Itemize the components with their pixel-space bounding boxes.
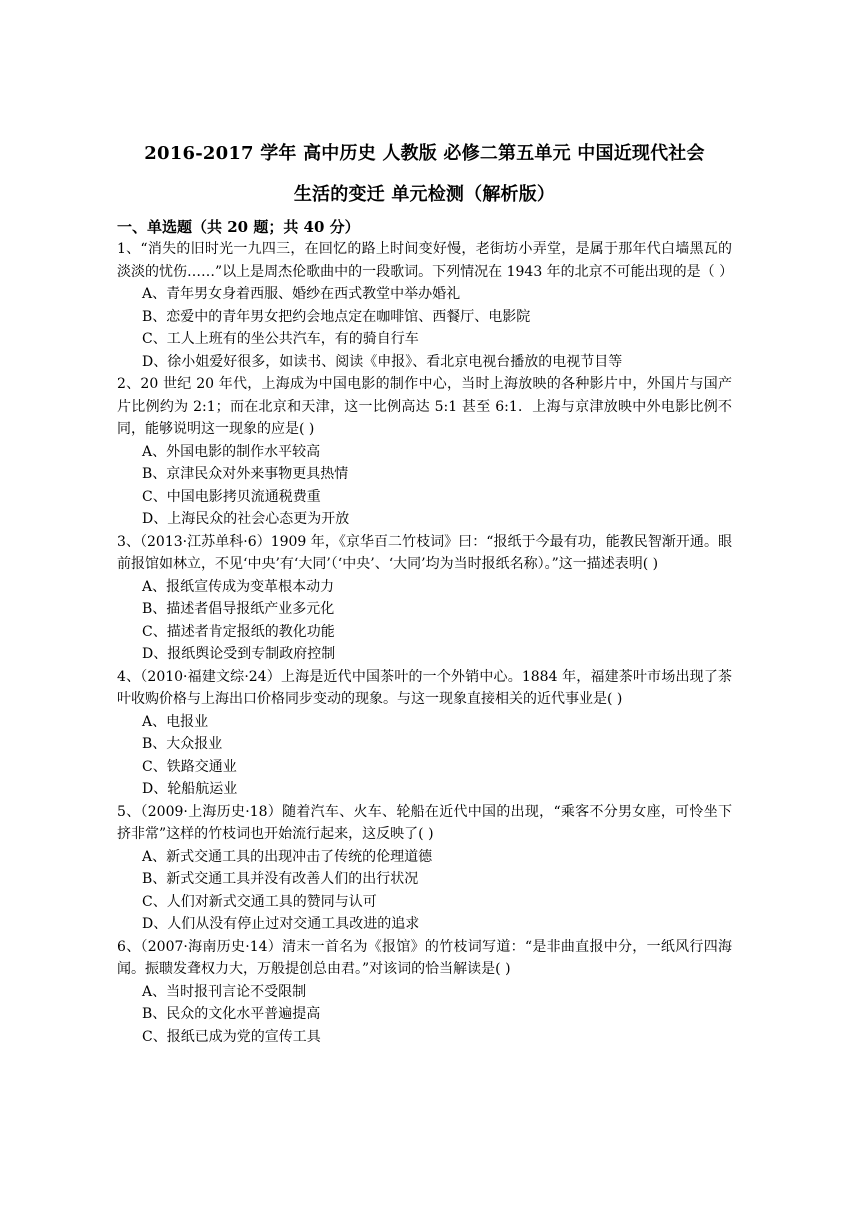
- option-d: D、上海民众的社会心态更为开放: [142, 511, 350, 527]
- option-a: A、当时报刊言论不受限制: [142, 983, 307, 1000]
- option-d: D、报纸舆论受到专制政府控制: [142, 646, 336, 662]
- question-3: [117, 531, 732, 666]
- option-d: D、人们从没有停止过对交通工具改进的追求: [142, 916, 420, 932]
- option-b: B、民众的文化水平普遍提高: [142, 1006, 321, 1022]
- option-a: A、电报业: [142, 713, 209, 730]
- option-c: C、中国电影拷贝流通税费重: [142, 488, 321, 505]
- question-5: [117, 801, 732, 936]
- option-d: D、轮船航运业: [142, 781, 238, 797]
- option-c: C、工人上班有的坐公共汽车，有的骑自行车: [142, 331, 419, 347]
- question-stem: 2、20 世纪 20 年代，上海成为中国电影的制作中心，当时上海放映的各种影片中，外国片与国产片比例约为 2:1；而在北京和天津，这一比例高达 5:1 甚至 6:1．上海与京津放映中外电影比例不同，能够说明这一现象的应是( ): [117, 376, 732, 437]
- option-c: C、铁路交通业: [142, 758, 237, 775]
- option-b: B、新式交通工具并没有改善人们的出行状况: [142, 871, 419, 887]
- option-b: B、恋爱中的青年男女把约会地点定在咖啡馆、西餐厅、电影院: [142, 308, 531, 325]
- question-stem: 4、（2010·福建文综·24）上海是近代中国茶叶的一个外销中心。1884 年，福建茶叶市场出现了茶叶收购价格与上海出口价格同步变动的现象。与这一现象直接相关的近代事业是( ): [117, 668, 732, 707]
- question-1: [117, 238, 732, 373]
- question-stem: 1、“消失的旧时光一九四三，在回忆的路上时间变好慢，老街坊小弄堂，是属于那年代白墙黑瓦的淡淡的忧伤……”以上是周杰伦歌曲中的一段歌词。下列情况在 1943 年的北京不可能出现的是（ ）: [117, 241, 734, 280]
- option-c: C、描述者肯定报纸的教化功能: [142, 623, 335, 640]
- option-d: D、徐小姐爱好很多，如读书、阅读《申报》、看北京电视台播放的电视节目等: [142, 353, 623, 370]
- question-4: [117, 666, 732, 801]
- option-a: A、外国电影的制作水平较高: [142, 443, 321, 460]
- question-stem: 6、（2007·海南历史·14）清末一首名为《报馆》的竹枝词写道：“是非曲直报中分，一纸风行四海闻。振聩发聋权力大，万般提创总由君。”对该词的恰当解读是( ): [117, 938, 732, 977]
- question-stem: 3、（2013·江苏单科·6）1909 年，《京华百二竹枝词》曰：“报纸于今最有功，能教民智渐开通。眼前报馆如林立，不见‘中央’有‘大同’（‘中央’、‘大同’均为当时报纸名称）。”这一描述表明( ): [117, 533, 732, 572]
- question-2: [117, 373, 732, 531]
- document-title-line-2: 生活的变迁 单元检测（解析版）: [293, 184, 556, 205]
- option-a: A、报纸宣传成为变革根本动力: [142, 578, 335, 595]
- option-a: A、新式交通工具的出现冲击了传统的伦理道德: [142, 848, 433, 865]
- question-stem: 5、（2009·上海历史·18）随着汽车、火车、轮船在近代中国的出现，“乘客不分男女座，可怜坐下挤非常”这样的竹枝词也开始流行起来，这反映了( ): [117, 803, 732, 842]
- option-c: C、人们对新式交通工具的赞同与认可: [142, 893, 377, 910]
- question-list: [117, 238, 732, 1048]
- document-title-line-1: 2016-2017 学年 高中历史 人教版 必修二第五单元 中国近现代社会: [144, 143, 705, 164]
- option-b: B、大众报业: [142, 736, 223, 752]
- question-6: [117, 936, 732, 1049]
- option-a: A、青年男女身着西服、婚纱在西式教堂中举办婚礼: [142, 286, 461, 302]
- section-heading: 一、单选题（共 20 题；共 40 分）: [117, 218, 360, 236]
- option-b: B、描述者倡导报纸产业多元化: [142, 601, 335, 617]
- option-c: C、报纸已成为党的宣传工具: [142, 1028, 321, 1045]
- option-b: B、京津民众对外来事物更具热情: [142, 466, 349, 482]
